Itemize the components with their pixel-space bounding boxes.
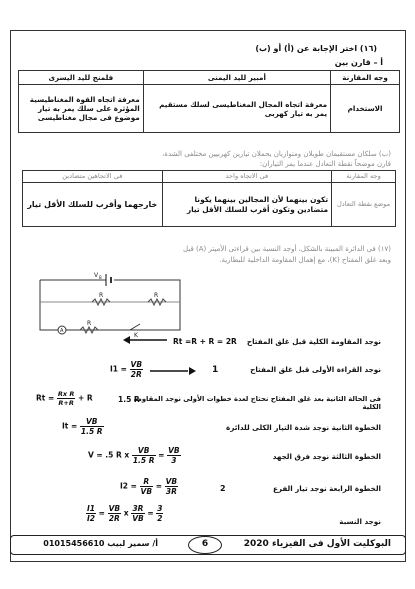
step6-den: VB xyxy=(140,487,153,496)
compare-table-wires xyxy=(22,170,396,227)
step2-num: VB xyxy=(130,360,143,369)
row-label-use: الاستخدام xyxy=(331,85,400,133)
circuit-diagram xyxy=(30,268,190,338)
step7-times: x xyxy=(123,508,129,518)
step7-frac-l xyxy=(86,504,96,523)
step7-den-b: VB xyxy=(132,514,144,523)
label-r1: R xyxy=(99,292,104,299)
step6-text: الخطوة الرابعة نوجد تيار الفرع xyxy=(272,484,381,493)
step2-frac xyxy=(130,360,144,379)
step4-text: الخطوة الثانية نوجد شدة التيار الكلى للدائرة xyxy=(226,423,381,432)
arrow-icon xyxy=(150,366,196,376)
step2-den: 2R xyxy=(130,370,142,379)
header-aspect-b: وجه المقارنة xyxy=(332,171,396,183)
label-r3: R xyxy=(154,292,159,299)
part-b-line2: قارن موضحاً نقطة التعادل عندما يمر التياران: xyxy=(259,160,391,168)
step7-frac-b xyxy=(131,504,145,523)
label-r2: R xyxy=(87,320,92,327)
step7-num-b: 3R xyxy=(132,504,144,513)
step3-num: Rx R xyxy=(57,390,75,398)
step4-frac xyxy=(80,417,104,436)
header-left-hand: فلمنج لليد اليسرى xyxy=(19,71,144,85)
header-same-dir: فى الاتجاه واحد xyxy=(162,171,332,183)
step6-eq: I2 = $\frac{R}{VB}$ = $\frac{VB}{3R}$ xyxy=(120,477,178,496)
step4-lhs: It = xyxy=(62,421,78,431)
step3-eq xyxy=(36,390,93,407)
step7-den-a: 2R xyxy=(108,514,120,523)
compare-table-hands xyxy=(18,70,400,133)
step5-num: VB xyxy=(132,446,156,456)
step6-den2: 3R xyxy=(165,487,177,496)
step5-den2: 3 xyxy=(171,456,177,465)
step6-marker: 2 xyxy=(220,484,226,493)
step2-lhs: I1 = xyxy=(110,364,127,374)
step5-num2: VB xyxy=(168,446,180,455)
step3-den: R+R xyxy=(58,399,74,407)
step7-frac-a xyxy=(108,504,122,523)
step6-frac2 xyxy=(165,477,179,496)
step6-lhs: I2 = xyxy=(120,481,137,491)
step3-frac xyxy=(57,390,75,407)
step4-eq xyxy=(62,417,104,436)
step2-text: نوجد القراءة الأولى قبل غلق المفتاح xyxy=(250,365,381,374)
q16-part-a: أ – قارن بين xyxy=(334,58,383,67)
q17-line2: وبعد غلق المفتاح (K)، مع إهمال المقاومة الداخلية للبطارية. xyxy=(219,256,391,264)
step7-num-l: I1 xyxy=(87,504,96,513)
step3-lhs: Rt = xyxy=(36,393,55,403)
arrow-icon xyxy=(123,335,169,345)
q17-line1: (١٧) فى الدائرة المبينة بالشكل، أوجد النسبة بين قراءتى الأميتر (A) قبل xyxy=(183,245,391,253)
footer-author: أ/ سمير لبيب 01015456610 xyxy=(43,539,158,548)
label-ammeter: A xyxy=(60,328,64,334)
step6-num: R xyxy=(140,477,154,487)
step5-frac2 xyxy=(167,446,181,465)
step7-eq: $\frac{I1}{I2}$ = $\frac{VB}{2R}$ x $\frac{3R}{VB}$ = $\frac{3}{2}$ xyxy=(87,504,163,523)
step7-text: نوجد النسبة xyxy=(339,517,381,526)
step5-equals: = xyxy=(158,450,165,460)
label-vb-sub: B xyxy=(99,275,102,280)
part-b-line1: (ب) سلكان مستقيمان طويلان ومتوازيان يحملان تيارين كهربيين مختلفى الشدة، xyxy=(162,150,391,158)
step5-frac1 xyxy=(132,446,156,465)
page-number: 6 xyxy=(188,536,222,554)
step1-text: نوجد المقاومة الكلية قبل غلق المفتاح xyxy=(246,337,381,346)
step7-den-c: 2 xyxy=(157,514,163,523)
step4-num: VB xyxy=(80,417,104,427)
step3-result: 1.5 R xyxy=(118,395,140,404)
header-aspect: وجه المقارنة xyxy=(331,71,400,85)
step7-num-a: VB xyxy=(108,504,121,513)
step5-lhs: V = .5 R x xyxy=(88,450,130,460)
cell-right-hand: معرفة اتجاه المجال المغناطيسى لسلك مستقيم يمر به تيار كهربى xyxy=(143,85,330,133)
cell-opposite-dir: خارجهما وأقرب للسلك الأقل تيار xyxy=(23,183,163,227)
step7-den-l: I2 xyxy=(87,514,96,523)
step5-eq xyxy=(88,446,181,465)
step3-plus: + R xyxy=(77,393,93,403)
step2-eq xyxy=(110,360,143,379)
row-label-neutral-point: موضع نقطة التعادل xyxy=(332,183,396,227)
step6-frac1 xyxy=(140,477,154,496)
step3-text: فى الحالة الثانية بعد غلق المفتاح نحتاج لعدة خطوات الأولى نوجد المقاومة الكلية xyxy=(133,395,381,411)
step6-num2: VB xyxy=(165,477,178,486)
footer-title: البوكليت الأول فى الفيزياء 2020 xyxy=(243,539,391,549)
step5-den: 1.5 R xyxy=(132,456,155,465)
step4-den: 1.5 R xyxy=(80,427,103,436)
step1-eq: Rt =R + R = 2R xyxy=(173,337,237,346)
q16-title: (١٦) اختر الإجابة عن (أ) أو (ب) xyxy=(255,44,377,53)
header-opposite-dir: فى الاتجاهين متضادين xyxy=(23,171,163,183)
step7-num-c: 3 xyxy=(157,504,163,513)
label-switch: K xyxy=(134,332,138,338)
header-right-hand: أمبير لليد اليمنى xyxy=(143,71,330,85)
cell-left-hand: معرفة اتجاه القوة المغناطيسية المؤثرة على سلك يمر به تيار موضوع فى مجال مغناطيسى xyxy=(19,85,144,133)
cell-same-dir: تكون بينهما لأن المجالين بينهما يكونا متضادين وتكون أقرب للسلك الأقل تيار xyxy=(162,183,332,227)
step7-frac-c xyxy=(156,504,163,523)
label-vb: V xyxy=(94,272,99,279)
step5-text: الخطوة الثالثة نوجد فرق الجهد xyxy=(272,452,381,461)
step2-marker: 1 xyxy=(212,365,219,375)
